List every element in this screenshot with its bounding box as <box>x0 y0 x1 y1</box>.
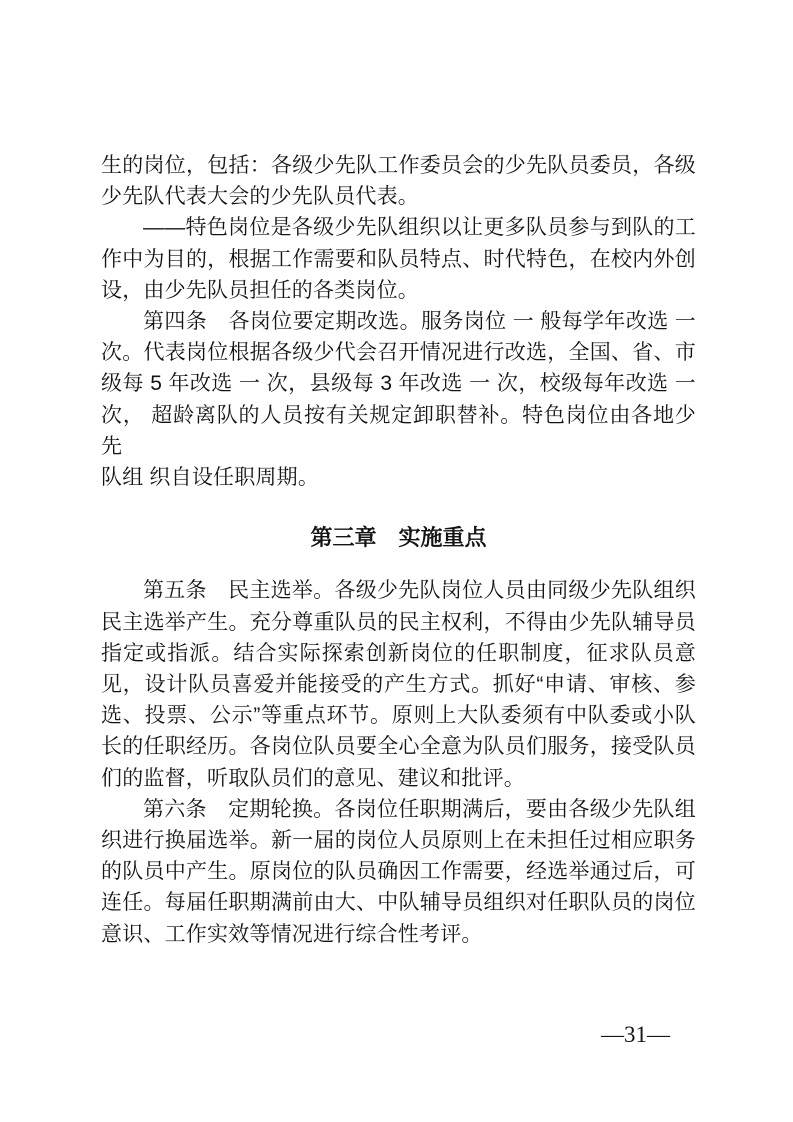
body-line: 见，设计队员喜爱并能接受的产生方式。抓好“申请、审核、参 <box>101 673 696 697</box>
chapter-heading: 第三章 实施重点 <box>310 525 487 551</box>
body-line: 意识、工作实效等情况进行综合性考评。 <box>101 922 483 946</box>
body-line: 队组 织自设任职周期。 <box>101 466 320 490</box>
paragraph-article-4 <box>101 306 696 493</box>
body-line: 选、投票、公示”等重点环节。原则上大队委须有中队委或小队 <box>101 704 696 728</box>
body-line: ——特色岗位是各级少先队组织以让更多队员参与到队的工 <box>143 216 696 240</box>
body-line: 第五条 民主选举。各级少先队岗位人员由同级少先队组织 <box>143 579 696 603</box>
body-line: 生的岗位，包括：各级少先队工作委员会的少先队员委员，各级 <box>101 154 696 177</box>
body-line: 织进行换届选举。新一届的岗位人员原则上在未担任过相应职务 <box>101 829 696 853</box>
body-line: 设，由少先队员担任的各类岗位。 <box>101 278 419 302</box>
body-line: 第六条 定期轮换。各岗位任职期满后，要由各级少先队组 <box>143 797 696 821</box>
body-line: 次。代表岗位根据各级少代会召开情况进行改选，全国、省、市 <box>101 341 696 365</box>
paragraph-special-positions <box>101 212 696 306</box>
paragraph-article-6 <box>101 794 696 950</box>
paragraph-continuation <box>101 150 696 212</box>
body-line: 指定或指派。结合实际探索创新岗位的任职制度，征求队员意 <box>101 641 696 665</box>
body-line: 级每 5 年改选 一 次，县级每 3 年改选 一 次，校级每年改选 一 <box>101 372 696 396</box>
text-column <box>101 150 696 950</box>
page-number-label: —31— <box>601 1022 670 1047</box>
body-line: 次， 超龄离队的人员按有关规定卸职替补。特色岗位由各地少先 <box>101 403 696 458</box>
paragraph-article-5 <box>101 575 696 793</box>
body-line: 第四条 各岗位要定期改选。服务岗位 一 般每学年改选 一 <box>143 310 696 334</box>
body-line: 长的任职经历。各岗位队员要全心全意为队员们服务，接受队员 <box>101 735 696 759</box>
body-line: 少先队代表大会的少先队员代表。 <box>101 185 419 209</box>
body-line: 的队员中产生。原岗位的队员确因工作需要，经选举通过后，可 <box>101 860 696 884</box>
body-line: 连任。每届任职期满前由大、中队辅导员组织对任职队员的岗位 <box>101 891 696 915</box>
body-line: 民主选举产生。充分尊重队员的民主权利，不得由少先队辅导员 <box>101 610 696 634</box>
body-line: 作中为目的，根据工作需要和队员特点、时代特色，在校内外创 <box>101 247 696 271</box>
body-line: 们的监督，听取队员们的意见、建议和批评。 <box>101 766 525 790</box>
